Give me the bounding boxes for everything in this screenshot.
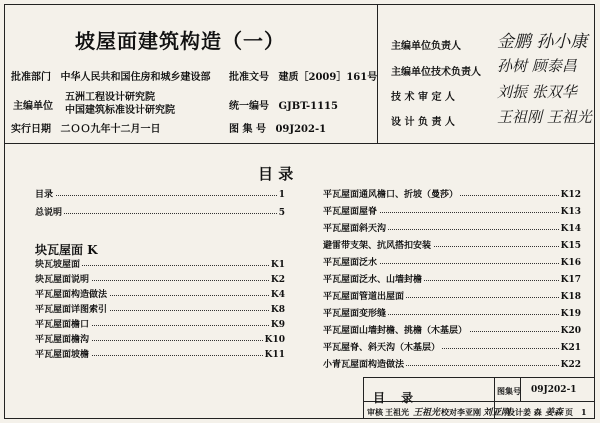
footer-page-value: 1 [581, 407, 587, 417]
toc-entry[interactable]: 平瓦屋脊、斜天沟（木基层） K21 [323, 343, 581, 353]
signature-chief-unit: 金鹏 孙小康 [497, 32, 588, 52]
footer-page-label: 页 [565, 407, 573, 417]
editor-unit-line-1: 五洲工程设计研究院 [65, 92, 155, 103]
footer-check-signature: 刘亚刚 [483, 408, 511, 418]
effective-date-label: 实行日期 [11, 124, 51, 135]
toc-entry[interactable]: 平瓦屋面屋脊 K13 [323, 207, 581, 217]
footer-review-name: 王祖光 [385, 407, 409, 417]
effective-date-value: 二ＯＯ九年十二月一日 [60, 124, 161, 135]
approval-no-label: 批准文号 [229, 72, 269, 83]
atlas-no [229, 120, 326, 135]
toc-entry[interactable]: 平瓦屋面坡檐 K11 [35, 350, 285, 360]
atlas-no-value: 09J202-1 [275, 124, 327, 135]
toc-entry[interactable]: 块瓦屋面说明 K2 [35, 275, 285, 285]
toc-entry[interactable]: 平瓦屋面详图索引 K8 [35, 305, 285, 315]
footer-atlas-value: 09J202-1 [531, 385, 577, 395]
toc-entry[interactable]: 平瓦屋面通风檐口、折坡（曼莎） K12 [323, 190, 581, 200]
signature-tech-review: 刘振 张双华 [497, 83, 577, 101]
toc-entry[interactable]: 平瓦屋面泛水、山墙封檐 K17 [323, 275, 581, 285]
toc-entry[interactable]: 平瓦屋面檐沟 K10 [35, 335, 285, 345]
editor-unit-label: 主编单位 [13, 101, 53, 112]
effective-date [11, 120, 160, 135]
footer-title: 目 录 [373, 391, 420, 405]
toc-entry[interactable]: 平瓦屋面管道出屋面 K18 [323, 292, 581, 302]
atlas-no-label: 图 集 号 [229, 124, 266, 135]
toc-entry[interactable]: 目录 1 [35, 190, 285, 200]
toc-entry[interactable]: 平瓦屋面檐口 K9 [35, 320, 285, 330]
toc-entry[interactable]: 平瓦屋面斜天沟 K14 [323, 224, 581, 234]
footer-check-label: 校对 [441, 407, 457, 417]
toc-entry[interactable]: 平瓦屋面构造做法 K4 [35, 290, 285, 300]
editor-unit-line-2: 中国建筑标准设计研究院 [65, 105, 175, 116]
unified-no [229, 97, 338, 112]
toc-entry[interactable]: 总说明 5 [35, 208, 285, 218]
approval-no-value: 建质［2009］161号 [278, 72, 378, 83]
resp-chief-unit: 主编单位负责人 [391, 41, 461, 52]
header-bottom-rule [5, 143, 594, 144]
toc-entry[interactable]: 平瓦屋面山墙封檐、挑檐（木基层） K20 [323, 326, 581, 336]
toc-footer-left-rule [363, 377, 364, 419]
editor-unit-lines [65, 91, 175, 117]
footer-design-signature: 姜森 [545, 408, 564, 418]
page-title: 坡屋面建筑构造（一） [75, 29, 285, 53]
approval-dept-label: 批准部门 [11, 72, 51, 83]
toc-entry[interactable]: 平瓦屋面泛水 K16 [323, 258, 581, 268]
footer-review-signature: 王祖光 [413, 408, 441, 418]
toc-entry[interactable]: 避雷带支架、抗风搭扣安装 K15 [323, 241, 581, 251]
approval-no [229, 68, 377, 83]
toc-heading: 目 录 [258, 165, 294, 183]
footer-review-label: 审核 [367, 407, 383, 417]
unified-no-value: GJBT-1115 [278, 101, 338, 112]
footer-design-name: 姜 森 [523, 407, 542, 417]
footer-design-label: 设计 [507, 407, 523, 417]
footer-atlas-label: 图集号 [497, 386, 521, 396]
resp-design-lead: 设 计 负 责 人 [391, 117, 455, 128]
unified-no-label: 统一编号 [229, 101, 269, 112]
resp-tech-lead: 主编单位技术负责人 [391, 67, 481, 78]
approval-dept [11, 68, 210, 83]
footer-top-rule [363, 377, 594, 378]
toc-entry[interactable]: 小青瓦屋面构造做法 K22 [323, 360, 581, 370]
toc-entry[interactable]: 平瓦屋面变形缝 K19 [323, 309, 581, 319]
section-title: 块瓦屋面 K [35, 243, 98, 257]
resp-tech-review: 技 术 审 定 人 [391, 92, 455, 103]
footer-check-name: 李亚刚 [457, 407, 481, 417]
signature-design-lead: 王祖刚 王祖光 [497, 108, 592, 126]
approval-dept-value: 中华人民共和国住房和城乡建设部 [60, 72, 211, 83]
signature-tech-lead: 孙树 顾泰昌 [497, 57, 577, 75]
toc-entry[interactable]: 块瓦坡屋面 K1 [35, 260, 285, 270]
drawing-sheet [4, 4, 595, 419]
